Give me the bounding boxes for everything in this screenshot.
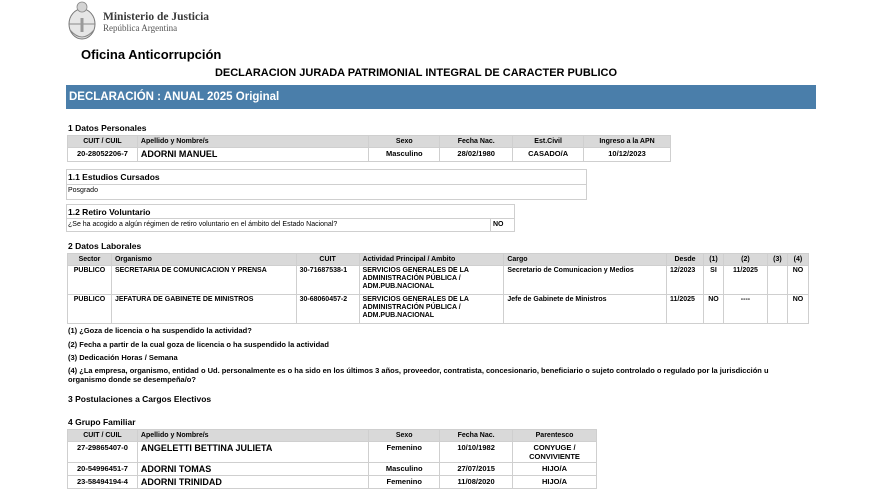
cell-cargo: Jefe de Gabinete de Ministros xyxy=(504,295,667,324)
cell-desde: 11/2025 xyxy=(667,295,704,324)
family-table xyxy=(67,429,597,489)
section-title-elections: 3 Postulaciones a Cargos Electivos xyxy=(68,394,212,404)
col-header: Apellido y Nombre/s xyxy=(137,136,368,148)
section-title-studies: 1.1 Estudios Cursados xyxy=(68,172,160,182)
declaration-banner: DECLARACIÓN : ANUAL 2025 Original xyxy=(66,85,816,109)
cell-q1: SI xyxy=(704,266,724,295)
table-row xyxy=(68,442,597,463)
coat-of-arms-icon xyxy=(66,0,98,44)
cell-sector: PUBLICO xyxy=(68,295,112,324)
cell-birth: 27/07/2015 xyxy=(440,463,513,476)
cell-q3 xyxy=(767,295,787,324)
cell-birth: 11/08/2020 xyxy=(440,476,513,489)
cell-cuit: 30-68060457-2 xyxy=(296,295,359,324)
office-name: Oficina Anticorrupción xyxy=(81,47,222,62)
cell-q2: ---- xyxy=(723,295,767,324)
note-2: (2) Fecha a partir de la cual goza de licencia o ha suspendido la actividad xyxy=(68,340,329,349)
cell-sex: Masculino xyxy=(369,148,440,162)
cell-relation: HIJO/A xyxy=(513,476,597,489)
col-header: Apellido y Nombre/s xyxy=(137,430,368,442)
col-header: Fecha Nac. xyxy=(440,136,513,148)
cell-name: ADORNI MANUEL xyxy=(137,148,368,162)
cell-actividad: SERVICIOS GENERALES DE LA ADMINISTRACIÓN PÚBLICA / ADM.PUB.NACIONAL xyxy=(359,266,504,295)
col-header: Sexo xyxy=(369,136,440,148)
cell-sex: Femenino xyxy=(369,442,440,463)
cell-name: ANGELETTI BETTINA JULIETA xyxy=(137,442,368,463)
work-data-table xyxy=(67,253,809,324)
col-header: Parentesco xyxy=(513,430,597,442)
col-header: Sexo xyxy=(369,430,440,442)
col-header: (1) xyxy=(704,254,724,266)
col-header: Organismo xyxy=(111,254,296,266)
cell-q4: NO xyxy=(787,266,808,295)
note-3: (3) Dedicación Horas / Semana xyxy=(68,353,178,362)
cell-sex: Femenino xyxy=(369,476,440,489)
col-header: Est.Civil xyxy=(513,136,584,148)
section-title-work: 2 Datos Laborales xyxy=(68,241,142,251)
studies-value: Posgrado xyxy=(68,187,98,194)
col-header: Desde xyxy=(667,254,704,266)
cell-cuit: 27-29865407-0 xyxy=(68,442,138,463)
table-row xyxy=(68,476,597,489)
retirement-question: ¿Se ha acogido a algún régimen de retiro voluntario en el ámbito del Estado Nacional? xyxy=(68,221,338,228)
retirement-answer: NO xyxy=(493,221,504,228)
cell-organismo: SECRETARIA DE COMUNICACION Y PRENSA xyxy=(111,266,296,295)
cell-organismo: JEFATURA DE GABINETE DE MINISTROS xyxy=(111,295,296,324)
cell-q4: NO xyxy=(787,295,808,324)
cell-q3 xyxy=(767,266,787,295)
col-header: Fecha Nac. xyxy=(440,430,513,442)
col-header: CUIT / CUIL xyxy=(68,136,138,148)
cell-cuit: 20-28052206-7 xyxy=(68,148,138,162)
table-row xyxy=(68,463,597,476)
section-title-family: 4 Grupo Familiar xyxy=(68,417,136,427)
cell-q2: 11/2025 xyxy=(723,266,767,295)
note-4: (4) ¿La empresa, organismo, entidad o Ud. personalmente es o ha sido en los últimos 3 años, proveedor, contratista, concesionario, beneficiario o sujeto controlado o regulado por la jurisdicción u organismo donde se desempeña/o? xyxy=(68,366,769,384)
cell-sector: PUBLICO xyxy=(68,266,112,295)
ministry-name: Ministerio de Justicia República Argentina xyxy=(103,11,210,33)
col-header: (2) xyxy=(723,254,767,266)
cell-name: ADORNI TOMAS xyxy=(137,463,368,476)
col-header: CUIT xyxy=(296,254,359,266)
note-1: (1) ¿Goza de licencia o ha suspendido la actividad? xyxy=(68,326,252,335)
cell-q1: NO xyxy=(704,295,724,324)
cell-birth: 10/10/1982 xyxy=(440,442,513,463)
col-header: Sector xyxy=(68,254,112,266)
cell-cuit: 23-58494194-4 xyxy=(68,476,138,489)
cell-apn: 10/12/2023 xyxy=(584,148,671,162)
ministry-header xyxy=(66,0,306,46)
section-title-personal: 1 Datos Personales xyxy=(68,123,147,133)
cell-birth: 28/02/1980 xyxy=(440,148,513,162)
cell-relation: HIJO/A xyxy=(513,463,597,476)
cell-relation: CONYUGE / CONVIVIENTE xyxy=(513,442,597,463)
cell-civil: CASADO/A xyxy=(513,148,584,162)
col-header: Ingreso a la APN xyxy=(584,136,671,148)
personal-data-table xyxy=(67,135,671,162)
cell-cuit: 30-71687538-1 xyxy=(296,266,359,295)
col-header: Cargo xyxy=(504,254,667,266)
document-title: DECLARACION JURADA PATRIMONIAL INTEGRAL DE CARACTER PUBLICO xyxy=(214,67,618,79)
cell-actividad: SERVICIOS GENERALES DE LA ADMINISTRACIÓN PÚBLICA / ADM.PUB.NACIONAL xyxy=(359,295,504,324)
cell-desde: 12/2023 xyxy=(667,266,704,295)
section-title-retirement: 1.2 Retiro Voluntario xyxy=(68,207,151,217)
cell-cargo: Secretario de Comunicacion y Medios xyxy=(504,266,667,295)
cell-cuit: 20-54996451-7 xyxy=(68,463,138,476)
col-header: CUIT / CUIL xyxy=(68,430,138,442)
col-header: (3) xyxy=(767,254,787,266)
cell-name: ADORNI TRINIDAD xyxy=(137,476,368,489)
cell-sex: Masculino xyxy=(369,463,440,476)
col-header: Actividad Principal / Ambito xyxy=(359,254,504,266)
col-header: (4) xyxy=(787,254,808,266)
